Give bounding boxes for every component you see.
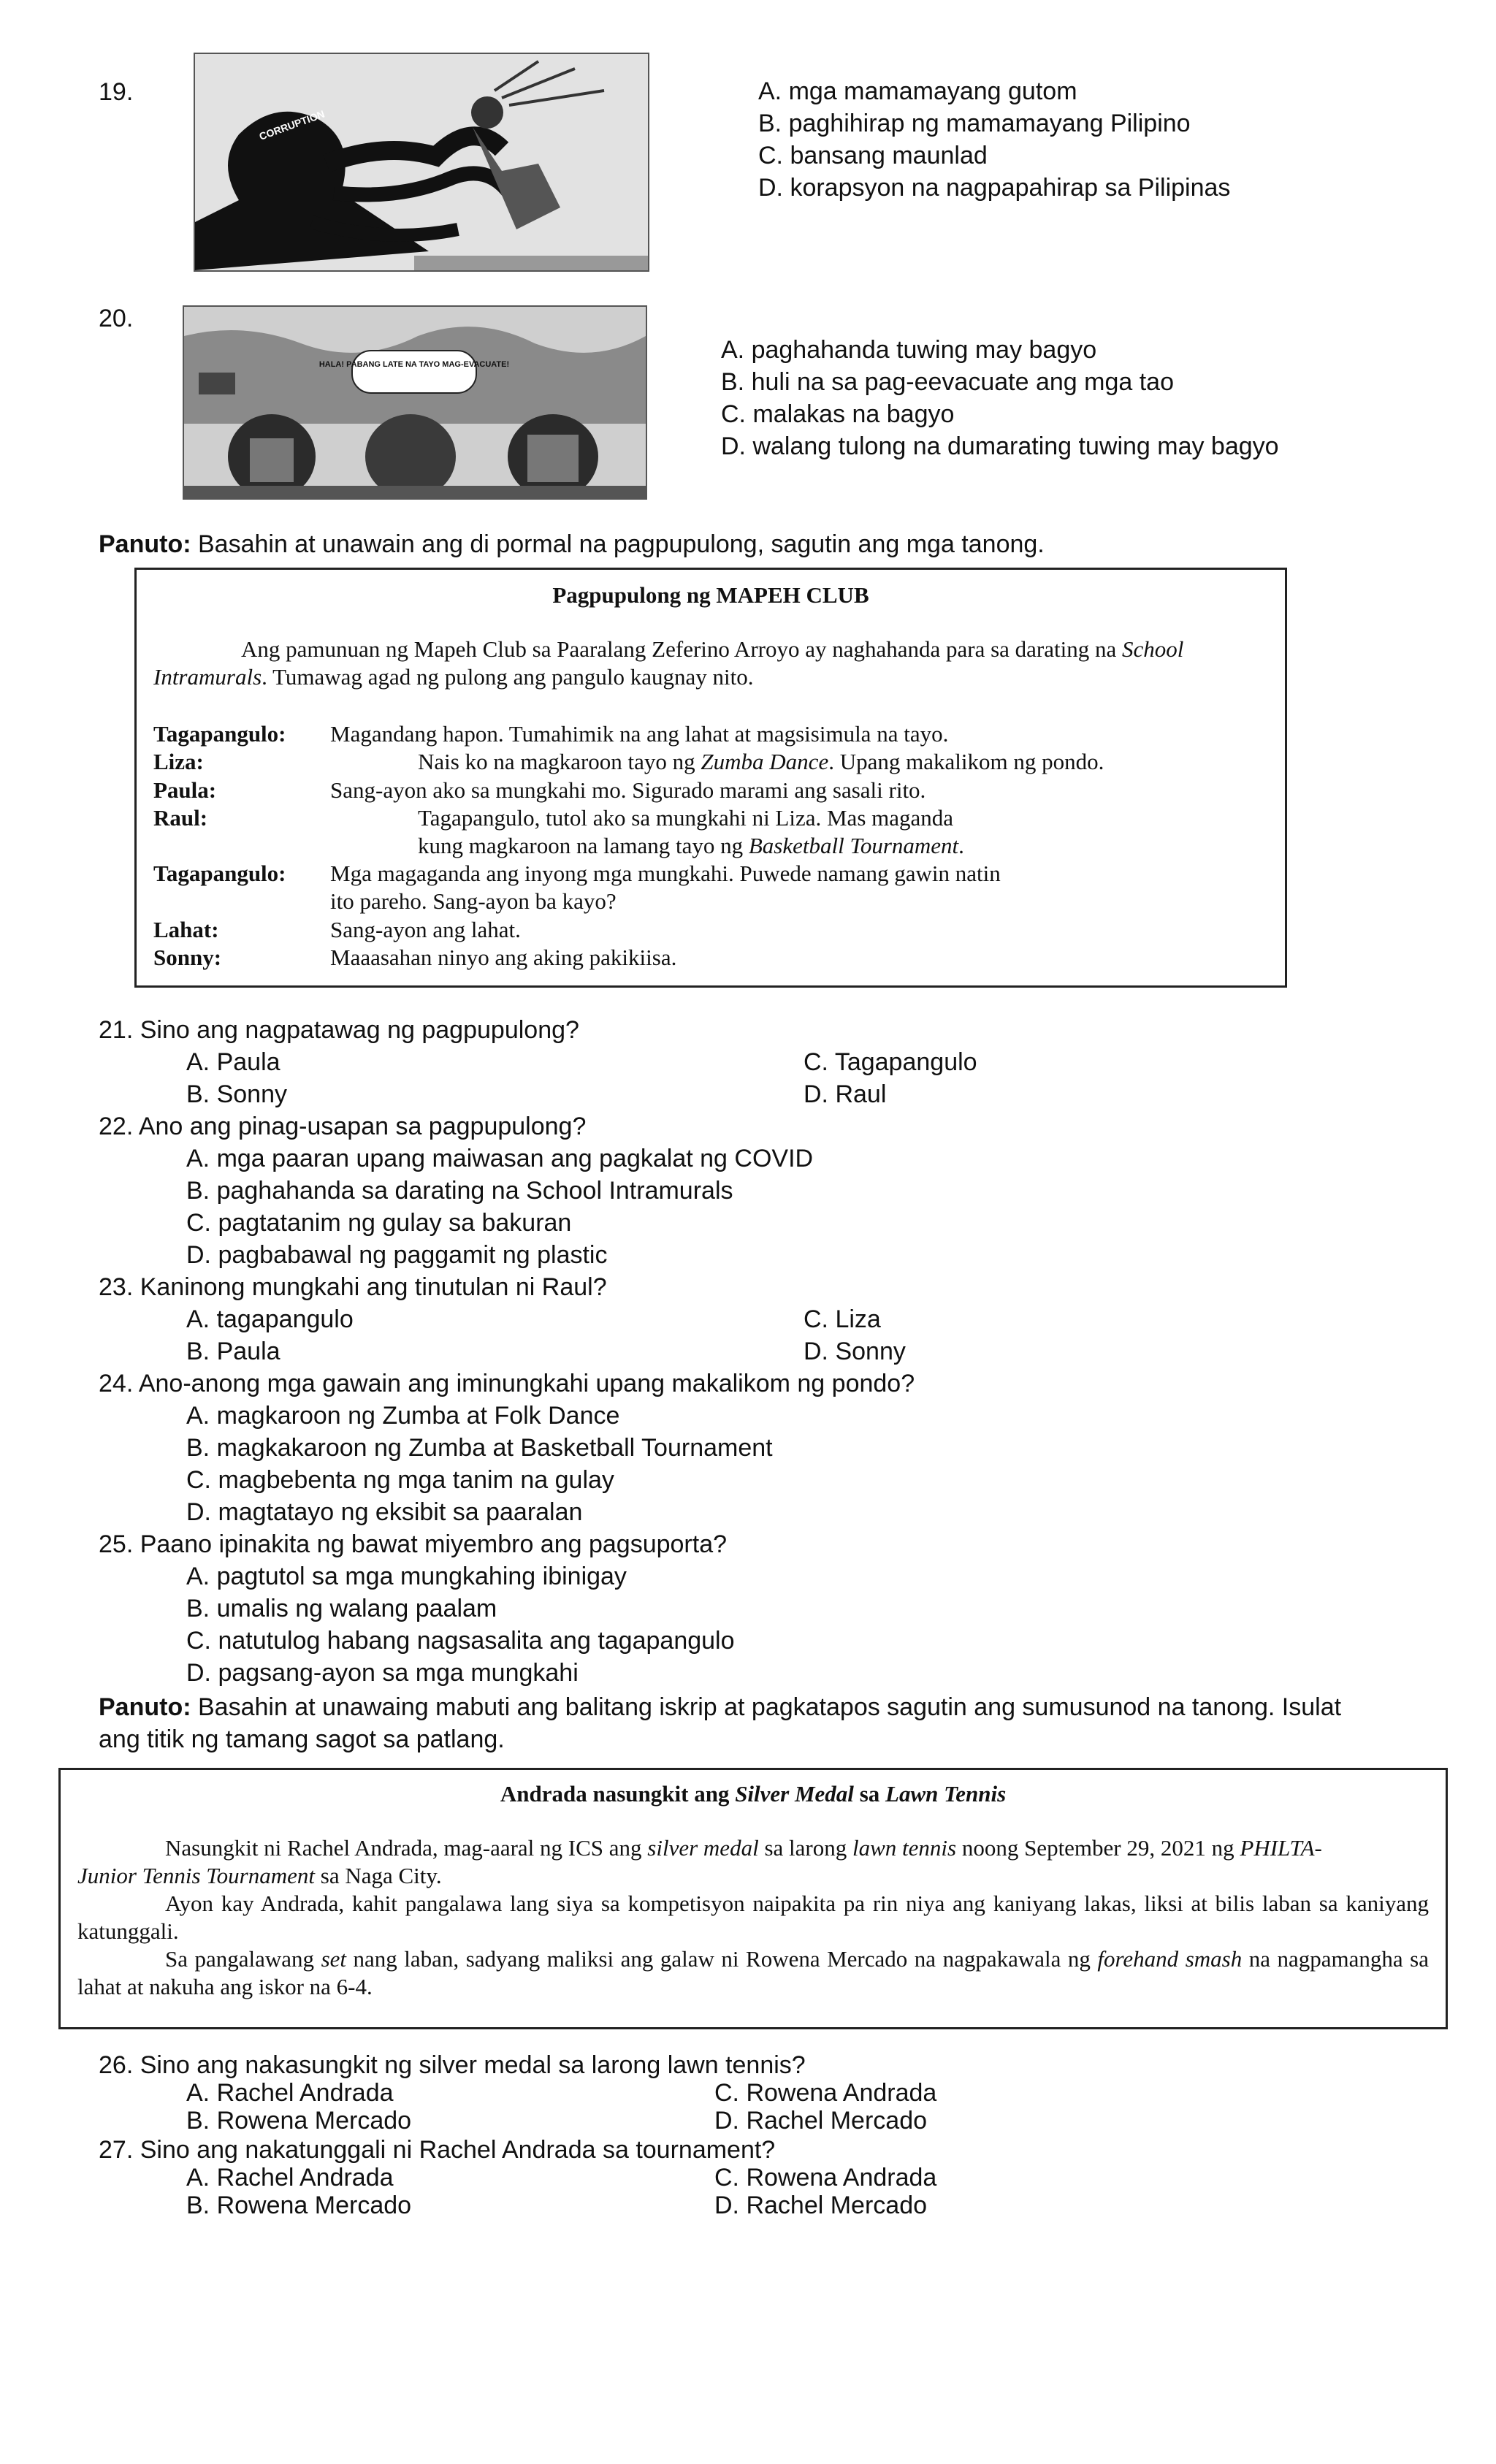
meeting-intro-italic-1: School xyxy=(1122,636,1184,662)
meeting-intro-italic-2: Intramurals xyxy=(153,664,262,690)
news-text: sa larong xyxy=(758,1835,852,1861)
q19-cartoon-image xyxy=(194,53,649,272)
news-italic: PHILTA- xyxy=(1240,1835,1322,1861)
q22-choice-d: D. pagbabawal ng paggamit ng plastic xyxy=(186,1241,608,1269)
q24-choice-b: B. magkakaroon ng Zumba at Basketball Tournament xyxy=(186,1434,773,1462)
q20-number: 20. xyxy=(99,305,134,332)
dialogue-line xyxy=(153,860,1001,888)
q27-choice-a: A. Rachel Andrada xyxy=(186,2164,394,2192)
q21-choice-b: B. Sonny xyxy=(186,1080,287,1108)
dialogue-text: Mga magaganda ang inyong mga mungkahi. Puwede namang gawin natin xyxy=(330,861,1001,886)
q20-choice-d: D. walang tulong na dumarating tuwing may bagyo xyxy=(721,432,1279,460)
news-text: noong September 29, 2021 ng xyxy=(956,1835,1240,1861)
dialogue-text: Sang-ayon ang lahat. xyxy=(330,917,521,942)
dialogue-line xyxy=(153,804,953,832)
dialogue-line xyxy=(153,748,1104,776)
q25-choice-d: D. pagsang-ayon sa mga mungkahi xyxy=(186,1659,579,1687)
speaker: Lahat: xyxy=(153,917,219,942)
dialogue-text: Tagapangulo, tutol ako sa mungkahi ni Liza. Mas maganda xyxy=(418,805,954,831)
news-italic: forehand smash xyxy=(1097,1946,1243,1972)
dialogue-text: Magandang hapon. Tumahimik na ang lahat at magsisimula na tayo. xyxy=(330,721,949,747)
q22-choice-c: C. pagtatanim ng gulay sa bakuran xyxy=(186,1209,572,1237)
q21-choice-a: A. Paula xyxy=(186,1048,280,1076)
instructions-2-text: Basahin at unawaing mabuti ang balitang iskrip at pagkatapos sagutin ang sumusunod na tanong. Isulat xyxy=(191,1693,1342,1721)
news-script-box xyxy=(58,1768,1448,2029)
news-paragraph-3 xyxy=(77,1945,1429,2001)
news-paragraph-2: Ayon kay Andrada, kahit pangalawa lang siya sa kompetisyon naipakita pa rin niya ang kaniyang lakas, liksi at bilis laban sa kaniyang katunggali. xyxy=(77,1891,1429,1944)
dialogue-text: . Upang makalikom ng pondo. xyxy=(828,749,1104,774)
news-italic: Junior Tennis Tournament xyxy=(77,1863,315,1888)
meeting-intro-text-2: . Tumawag agad ng pulong ang pangulo kaugnay nito. xyxy=(262,664,754,690)
speaker: Tagapangulo: xyxy=(153,861,286,886)
news-italic: lawn tennis xyxy=(852,1835,957,1861)
q26-choice-b: B. Rowena Mercado xyxy=(186,2107,412,2135)
q27-choice-c: C. Rowena Andrada xyxy=(714,2164,937,2192)
news-body xyxy=(77,1834,1429,2001)
typhoon-evacuation-illustration xyxy=(184,307,646,498)
q21-question: 21. Sino ang nagpatawag ng pagpupulong? xyxy=(99,1016,579,1044)
dialogue-line-cont xyxy=(153,832,964,860)
corruption-octopus-illustration xyxy=(195,54,648,270)
dialogue-line xyxy=(153,777,926,804)
news-title-italic: Silver Medal xyxy=(735,1781,854,1807)
q23-question: 23. Kaninong mungkahi ang tinutulan ni Raul? xyxy=(99,1273,607,1301)
q25-question: 25. Paano ipinakita ng bawat miyembro ang pagsuporta? xyxy=(99,1530,728,1558)
dialogue-text: . xyxy=(958,833,964,858)
q22-choice-a: A. mga paaran upang maiwasan ang pagkalat ng COVID xyxy=(186,1145,814,1172)
q27-question: 27. Sino ang nakatunggali ni Rachel Andrada sa tournament? xyxy=(99,2136,776,2164)
news-text: Nasungkit ni Rachel Andrada, mag-aaral ng ICS ang xyxy=(165,1835,648,1861)
news-italic: set xyxy=(321,1946,347,1972)
q23-choice-c: C. Liza xyxy=(804,1305,881,1333)
q21-choice-c: C. Tagapangulo xyxy=(804,1048,977,1076)
q27-choice-d: D. Rachel Mercado xyxy=(714,2192,928,2219)
q20-cartoon-image xyxy=(183,305,647,500)
news-text: nang laban, sadyang maliksi ang galaw ni Rowena Mercado na nagpakawala ng xyxy=(346,1946,1098,1972)
q23-choice-a: A. tagapangulo xyxy=(186,1305,354,1333)
instructions-2-cont: ang titik ng tamang sagot sa patlang. xyxy=(99,1725,505,1753)
dialogue-text: Nais ko na magkaroon tayo ng xyxy=(418,749,701,774)
news-text: na nagpamangha sa lahat at nakuha ang iskor na 6-4. xyxy=(77,1946,1429,1999)
q23-choice-d: D. Sonny xyxy=(804,1338,906,1365)
q19-choice-b: B. paghihirap ng mamamayang Pilipino xyxy=(758,110,1191,137)
q22-choice-b: B. paghahanda sa darating na School Intramurals xyxy=(186,1177,733,1205)
news-italic: silver medal xyxy=(647,1835,759,1861)
dialogue-italic: Basketball Tournament xyxy=(748,833,959,858)
q19-choice-d: D. korapsyon na nagpapahirap sa Pilipinas xyxy=(758,174,1231,202)
q20-choice-b: B. huli na sa pag-eevacuate ang mga tao xyxy=(721,368,1174,396)
q23-choice-b: B. Paula xyxy=(186,1338,280,1365)
instructions-2 xyxy=(99,1691,1341,1723)
dialogue-line xyxy=(153,944,676,972)
q26-choice-c: C. Rowena Andrada xyxy=(714,2079,937,2107)
news-title-text: sa xyxy=(853,1781,886,1807)
q25-choice-c: C. natutulog habang nagsasalita ang tagapangulo xyxy=(186,1627,735,1655)
dialogue-line-cont xyxy=(153,888,617,915)
dialogue-text: Maaasahan ninyo ang aking pakikiisa. xyxy=(330,945,677,970)
q22-question: 22. Ano ang pinag-usapan sa pagpupulong? xyxy=(99,1113,587,1140)
instructions-1-label: Panuto: xyxy=(99,530,191,558)
q25-choice-b: B. umalis ng walang paalam xyxy=(186,1595,497,1622)
dialogue-text: kung magkaroon na lamang tayo ng xyxy=(418,833,749,858)
q27-choice-b: B. Rowena Mercado xyxy=(186,2192,412,2219)
q26-choice-a: A. Rachel Andrada xyxy=(186,2079,394,2107)
q24-choice-a: A. magkaroon ng Zumba at Folk Dance xyxy=(186,1402,620,1430)
meeting-intro-text: Ang pamunuan ng Mapeh Club sa Paaralang Zeferino Arroyo ay naghahanda para sa darating na xyxy=(241,636,1123,662)
q20-choice-a: A. paghahanda tuwing may bagyo xyxy=(721,336,1097,364)
instructions-2-label: Panuto: xyxy=(99,1693,191,1721)
q20-choice-c: C. malakas na bagyo xyxy=(721,400,955,428)
dialogue-line xyxy=(153,720,948,748)
dialogue-text: Sang-ayon ako sa mungkahi mo. Sigurado marami ang sasali rito. xyxy=(330,777,926,803)
q24-choice-c: C. magbebenta ng mga tanim na gulay xyxy=(186,1466,614,1494)
news-text: sa Naga City. xyxy=(315,1863,442,1888)
q19-choice-a: A. mga mamamayang gutom xyxy=(758,77,1077,105)
q26-question: 26. Sino ang nakasungkit ng silver medal sa larong lawn tennis? xyxy=(99,2051,806,2079)
q19-image-label: CORRUPTION xyxy=(257,107,327,142)
q24-question: 24. Ano-anong mga gawain ang iminungkahi upang makalikom ng pondo? xyxy=(99,1370,915,1397)
news-paragraph-1 xyxy=(77,1834,1429,1890)
news-title-italic: Lawn Tennis xyxy=(885,1781,1007,1807)
q24-choice-d: D. magtatayo ng eksibit sa paaralan xyxy=(186,1498,583,1526)
speaker: Sonny: xyxy=(153,945,222,970)
speaker: Raul: xyxy=(153,805,208,831)
speaker: Liza: xyxy=(153,749,204,774)
speaker: Tagapangulo: xyxy=(153,721,286,747)
q25-choice-a: A. pagtutol sa mga mungkahing ibinigay xyxy=(186,1563,627,1590)
dialogue-text: ito pareho. Sang-ayon ba kayo? xyxy=(330,888,617,914)
news-title-text: Andrada nasungkit ang xyxy=(500,1781,736,1807)
instructions-1 xyxy=(99,528,1045,560)
news-text: Sa pangalawang xyxy=(165,1946,321,1972)
q19-number: 19. xyxy=(99,78,134,106)
news-title xyxy=(61,1780,1446,1808)
q20-speech-bubble: HALA! PABANG LATE NA TAYO MAG-EVACUATE! xyxy=(318,360,510,369)
meeting-intro xyxy=(153,636,1271,691)
speaker: Paula: xyxy=(153,777,217,803)
meeting-transcript-box xyxy=(134,568,1287,988)
meeting-title: Pagpupulong ng MAPEH CLUB xyxy=(552,582,869,608)
dialogue-line xyxy=(153,916,521,944)
instructions-1-text: Basahin at unawain ang di pormal na pagpupulong, sagutin ang mga tanong. xyxy=(191,530,1045,558)
q21-choice-d: D. Raul xyxy=(804,1080,887,1108)
dialogue-italic: Zumba Dance xyxy=(701,749,829,774)
q19-choice-c: C. bansang maunlad xyxy=(758,142,988,169)
q26-choice-d: D. Rachel Mercado xyxy=(714,2107,928,2135)
